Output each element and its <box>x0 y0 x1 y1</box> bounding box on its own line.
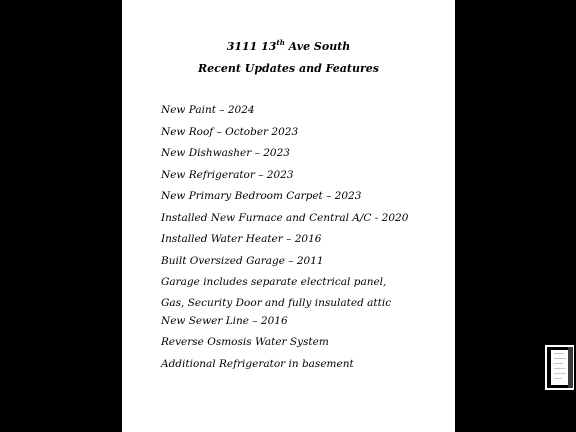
thumbnail-text-line <box>554 373 566 374</box>
feature-item: New Paint – 2024 <box>161 104 255 116</box>
thumbnail-text-line <box>554 358 566 359</box>
thumbnail-text-line <box>554 353 564 354</box>
feature-item: Installed New Furnace and Central A/C - 2020 <box>161 212 409 224</box>
feature-item: New Refrigerator – 2023 <box>161 169 294 181</box>
thumbnail-text-line <box>554 363 563 364</box>
address-suffix: Ave South <box>284 40 351 53</box>
feature-item: New Primary Bedroom Carpet – 2023 <box>161 190 362 202</box>
feature-item: Reverse Osmosis Water System <box>161 336 329 348</box>
feature-item: Built Oversized Garage – 2011 <box>161 255 324 267</box>
feature-item: Additional Refrigerator in basement <box>161 358 354 370</box>
document-page[interactable] <box>122 0 455 432</box>
feature-item: New Roof – October 2023 <box>161 126 299 138</box>
address-ordinal: th <box>276 38 285 47</box>
feature-item: New Dishwasher – 2023 <box>161 147 290 159</box>
feature-item: Installed Water Heater – 2016 <box>161 233 322 245</box>
document-title <box>122 40 455 53</box>
document-heading: Recent Updates and Features <box>198 62 379 75</box>
thumbnail-scrollbar[interactable] <box>568 347 573 388</box>
thumbnail-text-line <box>554 368 565 369</box>
feature-item: New Sewer Line – 2016 <box>161 315 288 327</box>
thumbnail-page-preview <box>551 350 569 385</box>
address-prefix: 3111 13 <box>226 40 277 53</box>
thumbnail-text-line <box>554 378 562 379</box>
feature-item: Garage includes separate electrical panel, Gas, Security Door and fully insulated attic <box>161 276 392 309</box>
